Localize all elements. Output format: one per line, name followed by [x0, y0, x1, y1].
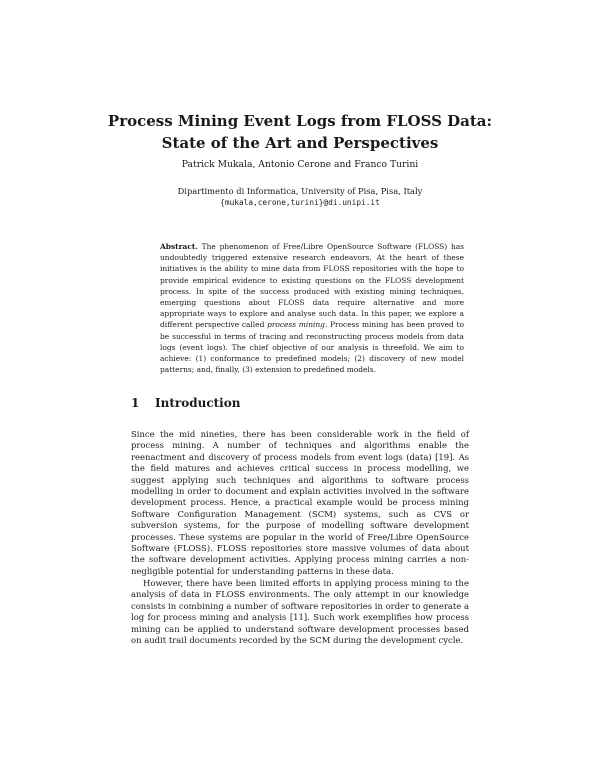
intro-paragraph-1: Since the mid nineties, there has been considerable work in the field of process mining. A number of techniques and algorithms enable the reenactment and discovery of process models from event logs (data) [19]. As the field matures and achieves critical success in process modelling, we suggest applying such techniques and algorithms to software process modelling in order to document and explain activities involved in the software development process. Hence, a practical example would be process mining Software Configuration Management (SCM) systems, such as CVS or subversion systems, for the purpose of modelling software development processes. These systems are popular in the world of Free/Libre OpenSource Software (FLOSS). FLOSS repositories store massive volumes of data about the software development activities. Applying process mining carries a non-negligible potential for understanding patterns in these data.	[131, 429, 469, 576]
intro-paragraph-2: However, there have been limited efforts in applying process mining to the analysis of data in FLOSS environments. The only attempt in our knowledge consists in combining a number of software repositories in order to generate a log for process mining and analysis [11]. Such work exemplifies how process mining can be applied to understand software development processes based on audit trail documents recorded by the SCM during the development cycle.	[131, 578, 469, 646]
affiliation-institution: Dipartimento di Informatica, University of Pisa, Pisa, Italy	[177, 186, 423, 196]
abstract-emphasis: process mining	[267, 320, 325, 330]
section-title: Introduction	[155, 396, 241, 410]
abstract-text-part-1: The phenomenon of Free/Libre OpenSource Software (FLOSS) has undoubtedly triggered extensive research endeavors. At the heart of these initiatives is the ability to mine data from FLOSS repositories with the hope to provide empirical evidence to existing questions on the FLOSS development process. In spite of the success produced with existing mining techniques, emerging questions about FLOSS data require alternative and more appropriate ways to explore and analyse such data. In this paper, we explore a different perspective called	[160, 242, 464, 330]
abstract-text-part-2: . Process mining has been proved to be successful in terms of tracing and reconstructing process models from data logs (event logs). The chief objective of our analysis is threefold. We aim to achieve: (1) conformance to predefined models; (2) discovery of new model patterns; and, finally, (3) extension to predefined models.	[160, 320, 464, 375]
author-list: Patrick Mukala, Antonio Cerone and Franco Turini	[181, 159, 419, 170]
paper-title-line-1: Process Mining Event Logs from FLOSS Data:	[107, 112, 493, 130]
abstract-label: Abstract.	[160, 242, 198, 251]
affiliation-email: {mukala,cerone,turini}@di.unipi.it	[220, 198, 380, 207]
paper-title-line-2: State of the Art and Perspectives	[161, 134, 439, 152]
section-heading-introduction	[131, 396, 240, 410]
abstract	[160, 241, 464, 375]
section-number: 1	[131, 396, 140, 410]
